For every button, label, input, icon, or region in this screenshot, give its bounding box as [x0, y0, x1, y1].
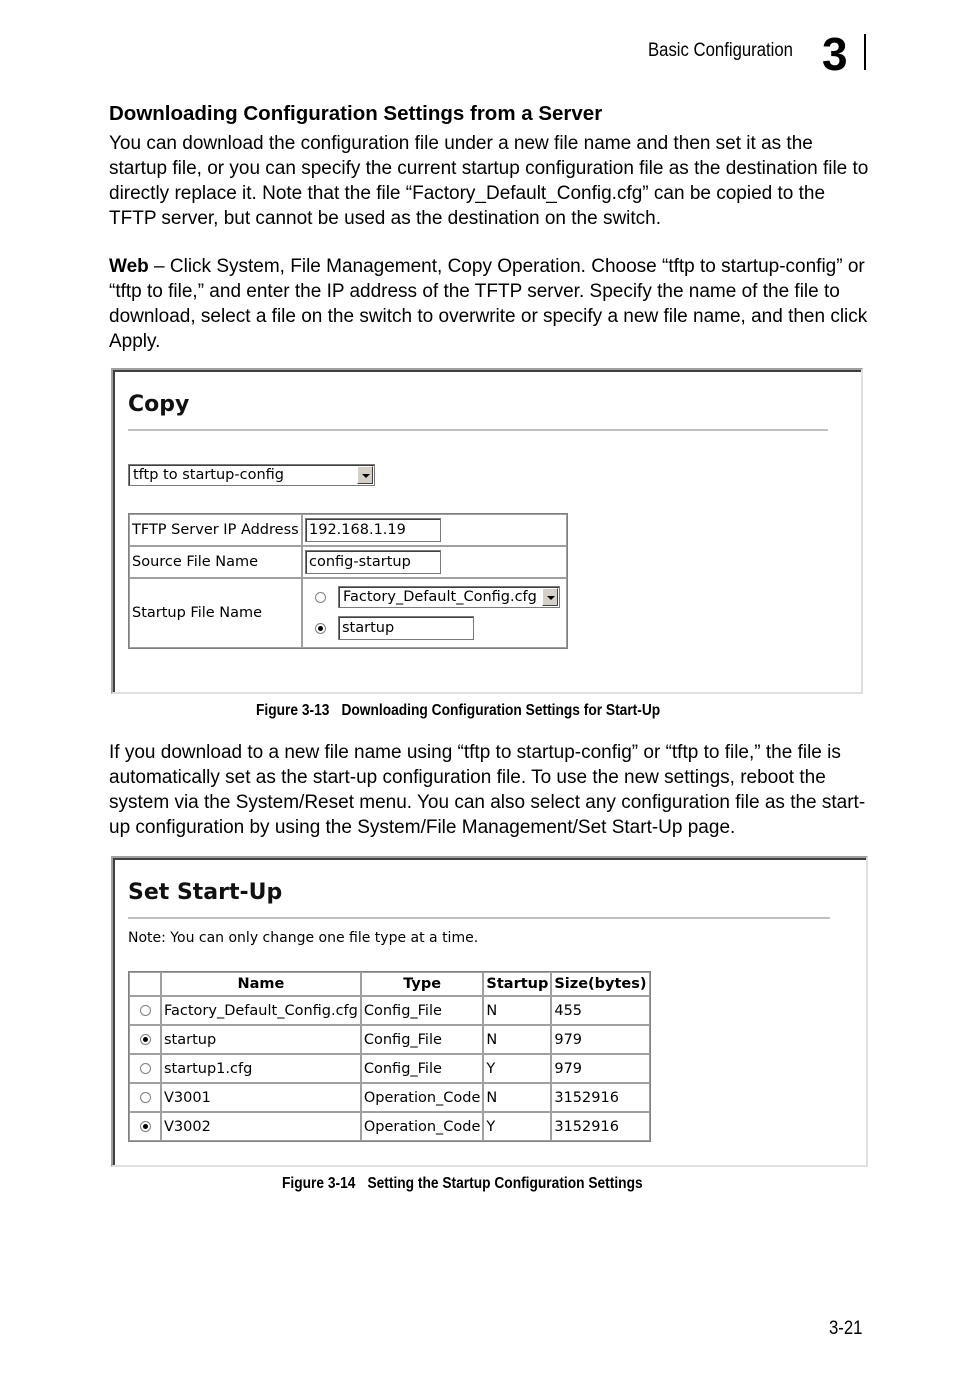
- cell-name: startup1.cfg: [161, 1054, 361, 1083]
- row-select-radio[interactable]: [140, 1121, 151, 1132]
- cell-name: V3001: [161, 1083, 361, 1112]
- cell-startup: N: [483, 1083, 551, 1112]
- paragraph-web: [109, 254, 869, 354]
- cell-startup: Y: [483, 1054, 551, 1083]
- cell-type: Operation_Code: [361, 1083, 484, 1112]
- source-file-input[interactable]: config-startup: [305, 550, 441, 574]
- row-select-cell: [129, 1112, 161, 1141]
- cell-startup: N: [483, 996, 551, 1025]
- cell-type: Operation_Code: [361, 1112, 484, 1141]
- cell-size: 979: [551, 1054, 649, 1083]
- row-select-cell: [129, 1054, 161, 1083]
- chevron-down-icon[interactable]: [357, 466, 373, 484]
- paragraph-startup: If you download to a new file name using “tftp to startup-config” or “tftp to file,” the file is automatically set as the start-up configuration file. To use the new settings, reboot the system via the System/Reset menu. You can also select any configuration file as the start-up configuration by using the System/File Management/Set Start-Up page.: [109, 742, 866, 838]
- copy-title: Copy: [128, 392, 190, 417]
- startup-file-label: Startup File Name: [129, 578, 302, 648]
- column-header-startup: Startup: [483, 972, 551, 996]
- figure-13-caption: [256, 702, 672, 720]
- row-select-radio[interactable]: [140, 1005, 151, 1016]
- figure-13-number: Figure 3-13: [256, 702, 330, 719]
- cell-type: Config_File: [361, 1054, 484, 1083]
- figure-13-text: Downloading Configuration Settings for Start-Up: [341, 702, 661, 719]
- figure-14-text: Setting the Startup Configuration Settings: [367, 1175, 643, 1192]
- row-select-radio[interactable]: [140, 1063, 151, 1074]
- row-select-cell: [129, 996, 161, 1025]
- cell-startup: Y: [483, 1112, 551, 1141]
- startup-new-radio[interactable]: [315, 623, 326, 634]
- cell-size: 455: [551, 996, 649, 1025]
- copy-title-rule: [128, 429, 828, 431]
- file-table: [128, 971, 651, 1142]
- source-file-label: Source File Name: [129, 546, 302, 578]
- table-row: [129, 1025, 650, 1054]
- startup-screenshot: [111, 856, 868, 1167]
- cell-size: 3152916: [551, 1112, 649, 1141]
- column-header-size: Size(bytes): [551, 972, 649, 996]
- server-ip-label: TFTP Server IP Address: [129, 514, 302, 546]
- table-row: [129, 996, 650, 1025]
- server-ip-input[interactable]: 192.168.1.19: [305, 518, 441, 542]
- row-select-radio[interactable]: [140, 1034, 151, 1045]
- cell-size: 3152916: [551, 1083, 649, 1112]
- paragraph-intro: You can download the configuration file under a new file name and then set it as the startup file, or you can specify the current startup configuration file as the destination file to directly replace it. Note that the file “Factory_Default_Config.cfg” can be copied to the TFTP server, but cannot be used as the destination on the switch.: [109, 133, 869, 229]
- cell-name: Factory_Default_Config.cfg: [161, 996, 361, 1025]
- cell-startup: N: [483, 1025, 551, 1054]
- cell-type: Config_File: [361, 996, 484, 1025]
- page-number: 3-21: [829, 1318, 863, 1339]
- select-column-header: [129, 972, 161, 996]
- web-instructions: – Click System, File Management, Copy Operation. Choose “tftp to startup-config” or “tftp to file,” and enter the IP address of the TFTP server. Specify the name of the file to download, select a file on the switch to overwrite or specify a new file name, and then click Apply.: [109, 256, 868, 352]
- cell-name: V3002: [161, 1112, 361, 1141]
- row-select-radio[interactable]: [140, 1092, 151, 1103]
- cell-size: 979: [551, 1025, 649, 1054]
- cell-type: Config_File: [361, 1025, 484, 1054]
- startup-file-select-value: Factory_Default_Config.cfg: [343, 589, 537, 605]
- chapter-divider: [864, 34, 866, 70]
- figure-14-number: Figure 3-14: [282, 1175, 356, 1192]
- chevron-down-icon[interactable]: [542, 588, 558, 606]
- startup-title: Set Start-Up: [128, 880, 283, 905]
- web-label: Web: [109, 256, 149, 277]
- cell-name: startup: [161, 1025, 361, 1054]
- copy-operation-select[interactable]: [128, 464, 375, 486]
- section-title: Downloading Configuration Settings from a Server: [109, 102, 603, 125]
- startup-file-select[interactable]: [338, 586, 560, 608]
- chapter-title: Basic Configuration: [648, 40, 793, 61]
- column-header-type: Type: [361, 972, 484, 996]
- copy-operation-value: tftp to startup-config: [133, 467, 284, 483]
- table-row: [129, 1054, 650, 1083]
- startup-title-rule: [128, 917, 830, 919]
- startup-note: Note: You can only change one file type at a time.: [128, 930, 479, 946]
- figure-14-caption: [282, 1175, 655, 1193]
- copy-settings-table: [128, 513, 568, 649]
- column-header-name: Name: [161, 972, 361, 996]
- startup-existing-radio[interactable]: [315, 592, 326, 603]
- copy-screenshot: [111, 368, 863, 694]
- table-row: [129, 1112, 650, 1141]
- chapter-number: 3: [822, 28, 848, 80]
- row-select-cell: [129, 1025, 161, 1054]
- row-select-cell: [129, 1083, 161, 1112]
- table-row: [129, 1083, 650, 1112]
- startup-new-input[interactable]: startup: [338, 616, 474, 640]
